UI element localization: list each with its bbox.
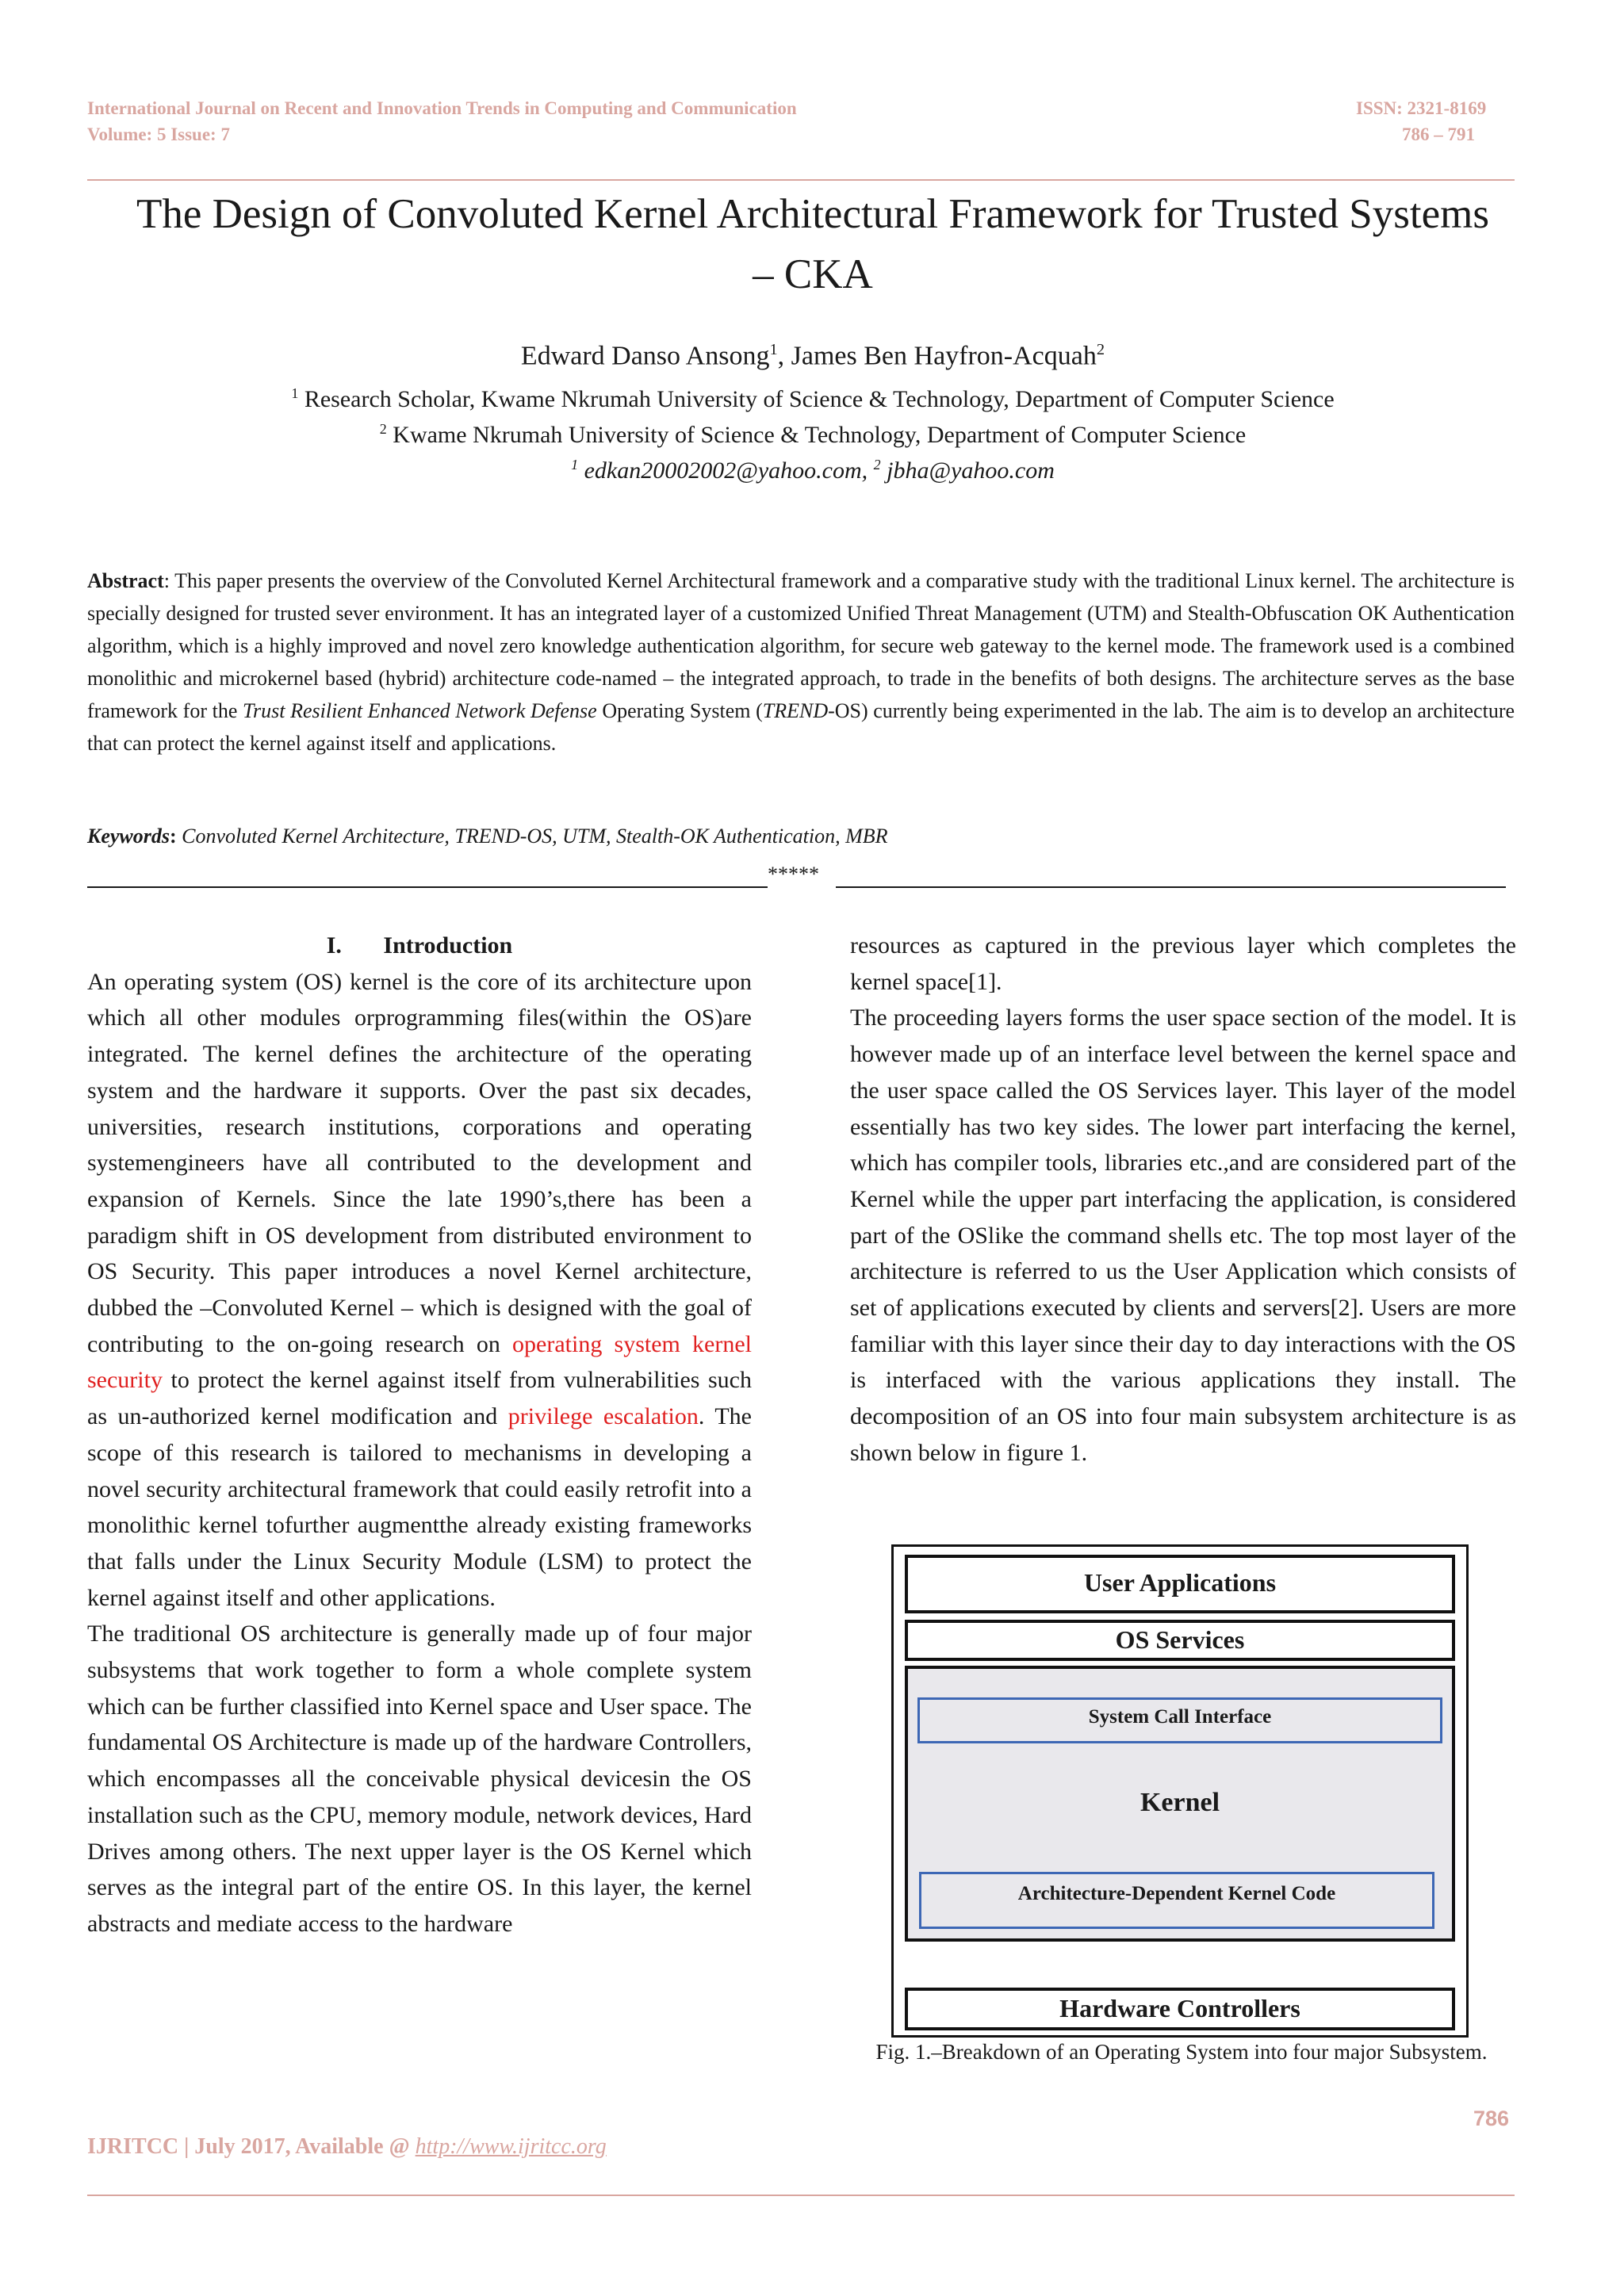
intro-paragraph-2: The traditional OS architecture is generally made up of four major subsystems that work together to form a whole complete system which can be further classified into Kernel space and User space. The fundamental OS Architecture is made up of the hardware Controllers, which encompasses all the conceivable physical devicesin the OS installation such as the CPU, memory module, network devices, Hard Drives among others. The next upper layer is the OS Kernel which serves as the integral part of the entire OS. In this layer, the kernel abstracts and mediate access to the hardware (87, 1621, 752, 1937)
author-1-sup: 1 (769, 341, 778, 358)
right-paragraph-2: The proceeding layers forms the user space section of the model. It is however made up of an interface level between the kernel space and the user space called the OS Services layer. This layer of the model essentially has two key sides. The lower part interfacing the kernel, which has compiler tools, libraries etc.,and are considered part of the Kernel while the upper part interfacing the application, is considered part of the OSlike the command shells etc. The top most layer of the architecture is referred to us the User Application which consists of set of applications executed by clients and servers[2]. Users are more familiar with this layer since their day to day interactions with the OS is interfaced with the various applications they install. The decomposition of an OS into four main subsystem architecture is as shown below in figure 1. (850, 1004, 1516, 1466)
keywords-colon: : (170, 825, 182, 848)
figure-caption: Fig. 1.–Breakdown of an Operating System into four major Subsystem. (875, 2040, 1488, 2064)
header-rule (87, 179, 1515, 181)
author-2-sup: 2 (1096, 341, 1105, 358)
intro-p1-b: to protect the kernel against itself from vulnerabilities such as un-authorized kernel modification and (87, 1367, 752, 1430)
email2-sup: 2 (873, 457, 881, 473)
abstract-label: Abstract (87, 569, 164, 592)
author-separator: , (777, 341, 791, 371)
separator-line-right (836, 886, 1506, 888)
layer-hardware-controllers: Hardware Controllers (905, 1988, 1455, 2030)
keywords (87, 825, 1515, 848)
section-heading-introduction: I. Introduction (326, 932, 513, 959)
author-1: Edward Danso Ansong (520, 341, 770, 371)
paper-title (79, 184, 1546, 304)
abstract-italic-2: TREND (762, 699, 829, 722)
email-2[interactable]: jbha@yahoo.com (880, 457, 1055, 484)
right-column (850, 928, 1516, 1471)
title-line-2: – CKA (753, 251, 873, 297)
link-privilege-escalation[interactable]: privilege escalation (508, 1403, 699, 1430)
keywords-label: Keywords (87, 825, 170, 848)
aff2-text: Kwame Nkrumah University of Science & Technology, Department of Computer Science (386, 422, 1247, 448)
affiliation-1 (79, 385, 1546, 413)
layer-kernel (905, 1666, 1455, 1942)
separator-stars: ***** (768, 863, 819, 886)
abstract-italic-1: Trust Resilient Enhanced Network Defense (242, 699, 597, 722)
author-2: James Ben Hayfron-Acquah (791, 341, 1097, 371)
footer-rule (87, 2195, 1515, 2196)
system-call-interface: System Call Interface (917, 1697, 1442, 1743)
page-number: 786 (1473, 2107, 1510, 2130)
emails (79, 457, 1546, 484)
abstract-text-3: -OS) currently being experimented in the lab. The aim is to develop an architecture that can protect the kernel against itself and applications. (87, 699, 1515, 755)
kernel-label: Kernel (1139, 1788, 1220, 1817)
affiliation-2 (79, 421, 1546, 449)
journal-volume: Volume: 5 Issue: 7 (87, 124, 230, 144)
email-1[interactable]: edkan20002002@yahoo.com, (578, 457, 874, 484)
layer-os-services: OS Services (905, 1620, 1455, 1661)
link-os-kernel-security[interactable]: operating system kernel security (87, 1330, 752, 1394)
figure-os-subsystems (891, 1544, 1469, 2038)
aff1-sup: 1 (291, 385, 299, 401)
title-line-1: The Design of Convoluted Kernel Architectural Framework for Trusted Systems (136, 191, 1489, 237)
footer-text: IJRITCC | July 2017, Available @ (87, 2134, 416, 2159)
journal-issn: ISSN: 2321-8169 (1356, 98, 1487, 118)
journal-name: International Journal on Recent and Innovation Trends in Computing and Communication (87, 98, 797, 118)
keywords-text: Convoluted Kernel Architecture, TREND-OS, UTM, Stealth-OK Authentication, MBR (182, 825, 888, 848)
abstract-text-2: Operating System ( (596, 699, 763, 722)
footer-link[interactable]: http://www.ijritcc.org (415, 2134, 607, 2159)
layer-user-applications: User Applications (905, 1555, 1455, 1613)
intro-p1-a: An operating system (OS) kernel is the core of its architecture upon which all other modules orprogramming files(within the OS)are integrated. The kernel defines the architecture of the operating system and the hardware it supports. Over the past six decades, universities, research institutions, corporations and operating systemengineers have all contributed to the development and expansion of Kernels. Since the late 1990’s,there has been a paradigm shift in OS development from distributed environment to OS Security. This paper introduces a novel Kernel architecture, dubbed the –Convoluted Kernel – which is designed with the goal of contributing to the on-going research on (87, 968, 752, 1357)
architecture-dependent-kernel-code: Architecture-Dependent Kernel Code (919, 1872, 1434, 1929)
footer (87, 2134, 607, 2160)
intro-paragraph-1 (87, 964, 752, 1617)
abstract (87, 564, 1515, 760)
aff2-sup: 2 (379, 421, 387, 437)
author-list (79, 341, 1546, 371)
separator-line-left (87, 886, 768, 888)
left-column (87, 928, 752, 1942)
right-paragraph-1: resources as captured in the previous layer which completes the kernel space[1]. (850, 932, 1516, 995)
email1-sup: 1 (571, 457, 579, 473)
abstract-text-1: : This paper presents the overview of the Convoluted Kernel Architectural framework and a comparative study with the traditional Linux kernel. The architecture is specially designed for trusted sever environment. It has an integrated layer of a customized Unified Threat Management (UTM) and Stealth-Obfuscation OK Authentication algorithm, which is a highly improved and novel zero knowledge authentication algorithm, for secure web gateway to the kernel mode. The framework used is a combined monolithic and microkernel based (hybrid) architecture code-named – the integrated approach, to trade in the benefits of both designs. The architecture serves as the base framework for the (87, 569, 1515, 722)
journal-pages: 786 – 791 (1402, 124, 1475, 144)
aff1-text: Research Scholar, Kwame Nkrumah University of Science & Technology, Department of Computer Science (298, 386, 1335, 412)
intro-p1-c: . The scope of this research is tailored to mechanisms in developing a novel security architectural framework that could easily retrofit into a monolithic kernel tofurther augmentthe already existing frameworks that falls under the Linux Security Module (LSM) to protect the kernel against itself and other applications. (87, 1403, 752, 1611)
